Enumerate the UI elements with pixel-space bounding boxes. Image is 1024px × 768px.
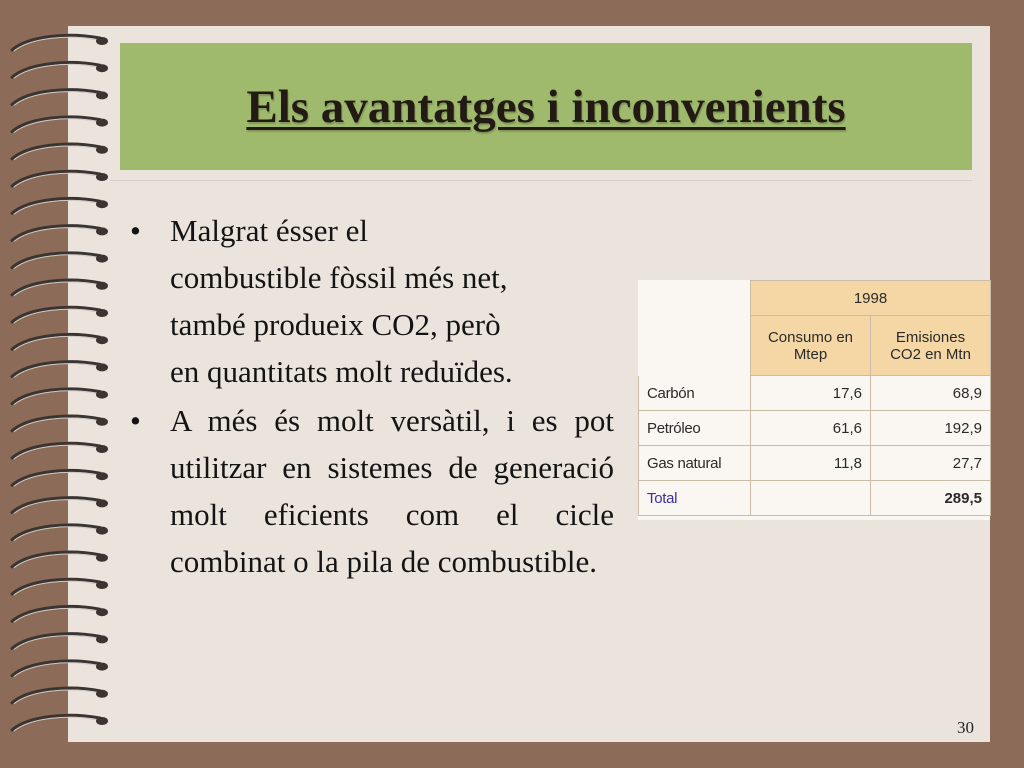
binding-ring (12, 443, 108, 459)
binding-ring (12, 307, 108, 323)
table-corner (639, 316, 751, 376)
binding-ring (12, 579, 108, 595)
binding-ring (12, 688, 108, 704)
binding-ring (12, 389, 108, 405)
table-row (639, 411, 991, 446)
bullet-icon: • (130, 213, 141, 248)
energy-table (638, 280, 991, 516)
year-header: 1998 (751, 281, 991, 316)
binding-ring (12, 226, 108, 242)
binding-ring (12, 280, 108, 296)
emisiones-cell: 192,9 (871, 411, 991, 446)
slide-title: Els avantatges i inconvenients (246, 80, 846, 133)
binding-ring (12, 498, 108, 514)
title-divider (110, 180, 972, 181)
bullet-item (130, 207, 614, 395)
binding-ring (12, 416, 108, 432)
consumo-cell: 11,8 (751, 446, 871, 481)
table-row (639, 376, 991, 411)
binding-ring (12, 362, 108, 378)
table-row (639, 446, 991, 481)
binding-ring (12, 634, 108, 650)
bullet-text: A més és molt versàtil, i es pot utilitzar en sistemes de generació molt eficients com el cicle combinat o la pila de combustible. (170, 403, 614, 579)
page-number: 30 (957, 718, 974, 737)
consumo-cell: 17,6 (751, 376, 871, 411)
total-label: Total (639, 481, 751, 516)
column-header-emisiones: Emisiones CO2 en Mtn (871, 316, 991, 376)
energy-table-image (638, 280, 990, 520)
binding-ring (12, 90, 108, 106)
row-label: Carbón (639, 376, 751, 411)
binding-ring (12, 661, 108, 677)
binding-ring (12, 253, 108, 269)
bullet-line: també produeix CO2, però (170, 307, 501, 342)
table-corner (639, 281, 751, 316)
binding-ring (12, 63, 108, 79)
binding-ring (12, 171, 108, 187)
bullet-item (130, 397, 614, 585)
binding-ring (12, 35, 108, 51)
emisiones-cell: 27,7 (871, 446, 991, 481)
binding-ring (12, 607, 108, 623)
title-banner (120, 43, 972, 170)
binding-ring (12, 471, 108, 487)
table-total-row (639, 481, 991, 516)
emisiones-cell: 68,9 (871, 376, 991, 411)
total-consumo-cell (751, 481, 871, 516)
bullet-list (130, 207, 614, 587)
spiral-binding (8, 28, 123, 740)
binding-ring (12, 199, 108, 215)
binding-ring (12, 552, 108, 568)
binding-ring (12, 525, 108, 541)
bullet-line: Malgrat ésser el (170, 213, 368, 248)
binding-ring (12, 144, 108, 160)
bullet-icon: • (130, 403, 141, 438)
bullet-line: en quantitats molt reduïdes. (170, 354, 513, 389)
row-label: Gas natural (639, 446, 751, 481)
bullet-line: combustible fòssil més net, (170, 260, 508, 295)
column-header-consumo: Consumo en Mtep (751, 316, 871, 376)
binding-ring (12, 335, 108, 351)
consumo-cell: 61,6 (751, 411, 871, 446)
row-label: Petróleo (639, 411, 751, 446)
total-emisiones-cell: 289,5 (871, 481, 991, 516)
binding-ring (12, 117, 108, 133)
binding-ring (12, 715, 108, 731)
